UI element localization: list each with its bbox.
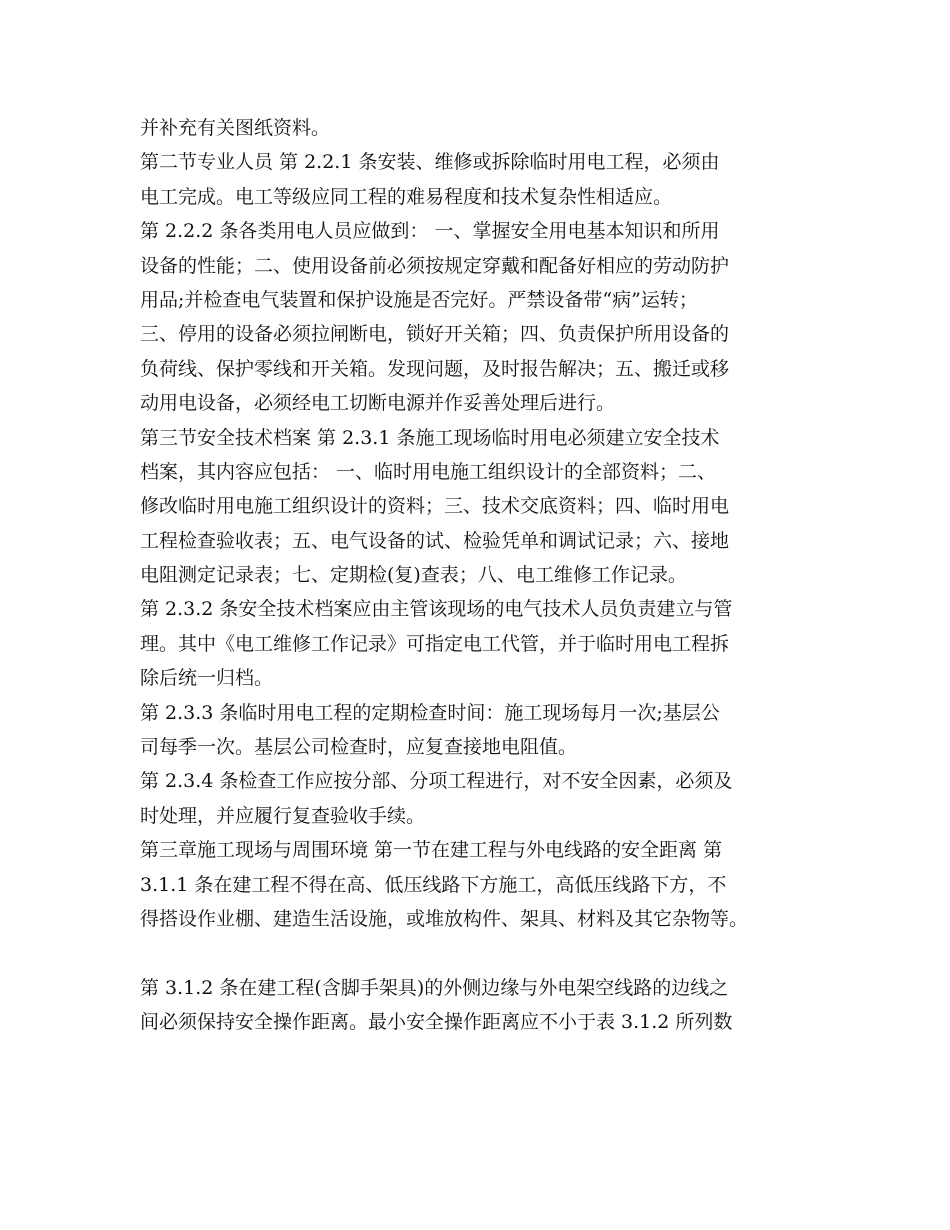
text-line: 电工完成。电工等级应同工程的难易程度和技术复杂性相适应。 (140, 185, 673, 208)
text-line: 时处理，并应履行复查验收手续。 (140, 804, 426, 827)
text-line: 档案，其内容应包括： 一、临时用电施工组织设计的全部资料；二、 (140, 460, 717, 483)
text-line: 第二节专业人员 第 2.2.1 条安装、维修或拆除临时用电工程，必须由 (140, 151, 720, 174)
text-line: 除后统一归档。 (140, 667, 274, 690)
text-line: 修改临时用电施工组织设计的资料；三、技术交底资料；四、临时用电 (140, 495, 730, 518)
text-line: 第 2.3.4 条检查工作应按分部、分项工程进行，对不安全因素，必须及 (140, 770, 733, 793)
text-line: 并补充有关图纸资料。 (140, 117, 331, 139)
text-line: 三、停用的设备必须拉闸断电，锁好开关箱；四、负责保护所用设备的 (140, 323, 730, 346)
text-line: 设备的性能；二、使用设备前必须按规定穿戴和配备好相应的劳动防护 (140, 254, 730, 277)
text-line: 负荷线、保护零线和开关箱。发现问题，及时报告解决；五、搬迁或移 (140, 357, 730, 380)
document-body (140, 111, 830, 1040)
text-line: 3.1.1 条在建工程不得在高、低压线路下方施工，高低压线路下方，不 (140, 873, 727, 896)
text-line: 用品;并检查电气装置和保护设施是否完好。严禁设备带“病”运转； (140, 288, 698, 311)
text-line: 动用电设备，必须经电工切断电源并作妥善处理后进行。 (140, 392, 616, 415)
text-line: 第 2.3.3 条临时用电工程的定期检查时间：施工现场每月一次;基层公 (140, 701, 720, 724)
text-line: 第三章施工现场与周围环境 第一节在建工程与外电线路的安全距离 第 (140, 839, 723, 862)
text-line: 第 3.1.2 条在建工程(含脚手架具)的外侧边缘与外电架空线路的边线之 (140, 976, 729, 999)
text-line: 司每季一次。基层公司检查时，应复查接地电阻值。 (140, 736, 578, 759)
text-line: 第三节安全技术档案 第 2.3.1 条施工现场临时用电必须建立安全技术 (140, 426, 720, 449)
text-line: 第 2.2.2 条各类用电人员应做到： 一、掌握安全用电基本知识和所用 (140, 220, 720, 243)
text-line: 理。其中《电工维修工作记录》可指定电工代管，并于临时用电工程拆 (140, 632, 730, 655)
text-line: 电阻测定记录表；七、定期检(复)查表；八、电工维修工作记录。 (140, 564, 687, 587)
text-line: 间必须保持安全操作距离。最小安全操作距离应不小于表 3.1.2 所列数 (140, 1011, 733, 1034)
text-line: 第 2.3.2 条安全技术档案应由主管该现场的电气技术人员负责建立与管 (140, 598, 733, 621)
text-line: 工程检查验收表；五、电气设备的试、检验凭单和调试记录；六、接地 (140, 529, 730, 552)
text-line: 得搭设作业棚、建造生活设施，或堆放构件、架具、材料及其它杂物等。 (140, 907, 749, 930)
paragraph-gap (140, 936, 830, 970)
